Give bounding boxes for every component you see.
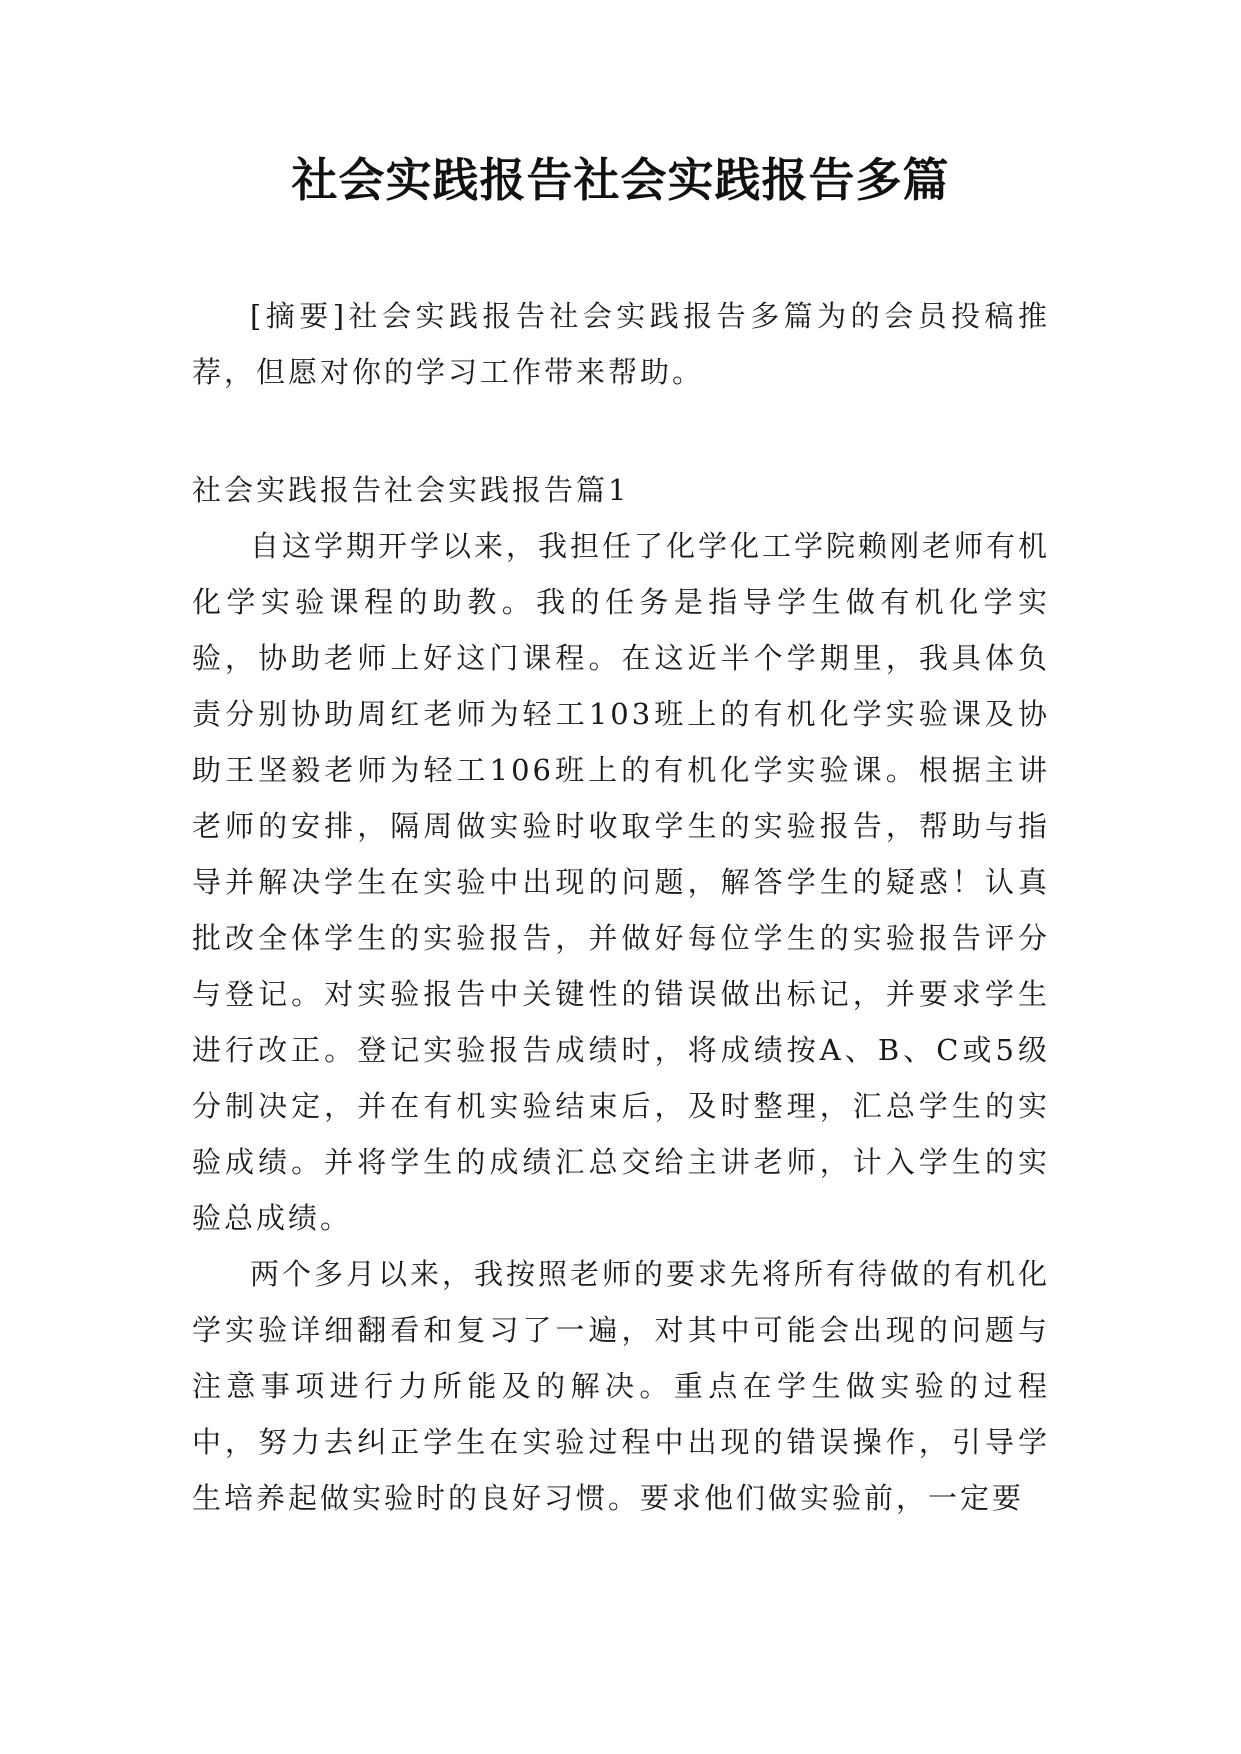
section-heading: 社会实践报告社会实践报告篇1 — [192, 473, 630, 507]
abstract-paragraph: [摘要]社会实践报告社会实践报告多篇为的会员投稿推荐，但愿对你的学习工作带来帮助。 — [192, 299, 1050, 389]
document-title: 社会实践报告社会实践报告多篇 — [291, 153, 950, 207]
body-paragraph-1: 自这学期开学以来，我担任了化学化工学院赖刚老师有机化学实验课程的助教。我的任务是指导学生做有机化学实验，协助老师上好这门课程。在这近半个学期里，我具体负责分别协助周红老师为轻工103班上的有机化学实验课及协助王坚毅老师为轻工106班上的有机化学实验课。根据主讲老师的安排，隔周做实验时收取学生的实验报告，帮助与指导并解决学生在实验中出现的问题，解答学生的疑惑！认真批改全体学生的实验报告，并做好每位学生的实验报告评分与登记。对实验报告中关键性的错误做出标记，并要求学生进行改正。登记实验报告成绩时，将成绩按A、B、C或5级分制决定，并在有机实验结束后，及时整理，汇总学生的实验成绩。并将学生的成绩汇总交给主讲老师，计入学生的实验总成绩。 — [192, 529, 1051, 1235]
document-body — [192, 288, 1050, 1526]
body-paragraph-2: 两个多月以来，我按照老师的要求先将所有待做的有机化学实验详细翻看和复习了一遍，对其中可能会出现的问题与注意事项进行力所能及的解决。重点在学生做实验的过程中，努力去纠正学生在实验过程中出现的错误操作，引导学生培养起做实验时的良好习惯。要求他们做实验前，一定要 — [192, 1257, 1051, 1515]
